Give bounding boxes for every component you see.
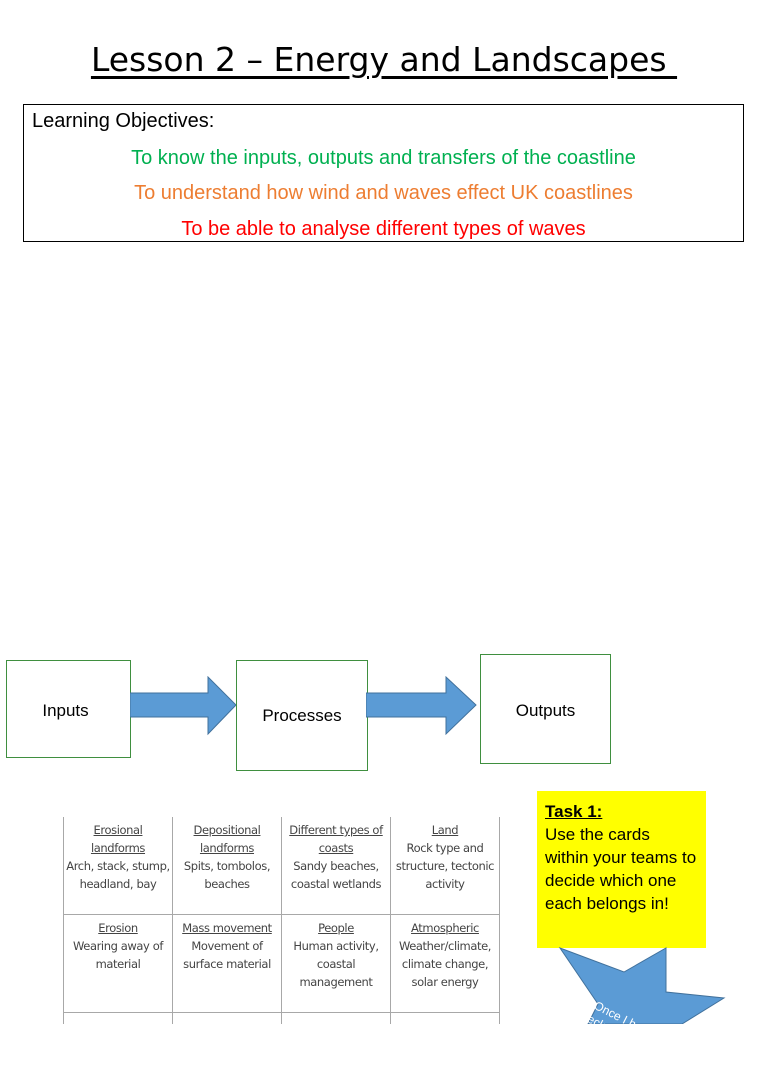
card-heading: People — [318, 921, 354, 935]
table-row — [64, 817, 500, 915]
card-heading: Atmospheric — [411, 921, 479, 935]
table-row — [64, 1013, 500, 1025]
objective-1: To know the inputs, outputs and transfers of the coastline — [131, 147, 636, 169]
card-heading: Mass movement — [182, 921, 272, 935]
task-title: Task 1: — [545, 802, 603, 821]
card — [391, 1013, 500, 1025]
card-heading: Erosion — [98, 921, 138, 935]
card-sort-grid — [63, 817, 500, 1024]
objectives-heading: Learning Objectives: — [32, 110, 215, 132]
card-body: Movement of surface material — [183, 939, 271, 971]
table-row — [64, 915, 500, 1013]
card — [173, 817, 282, 915]
processes-label: Processes — [262, 705, 342, 725]
card-body: Rock type and structure, tectonic activity — [395, 841, 495, 891]
objective-3: To be able to analyse different types of waves — [181, 218, 586, 240]
processes-box — [236, 660, 368, 771]
card — [282, 817, 391, 915]
learning-objectives-box — [23, 104, 744, 242]
card — [173, 1013, 282, 1025]
card-heading: Erosional landforms — [90, 823, 146, 855]
card-body: Spits, tombolos, beaches — [183, 859, 271, 891]
card — [173, 915, 282, 1013]
inputs-label: Inputs — [42, 701, 89, 720]
arrow-right-icon — [366, 676, 480, 736]
outputs-box — [480, 654, 611, 764]
task-body: Use the cards within your teams to decide which one each belongs in! — [545, 825, 697, 913]
card-body: Weather/climate, climate change, solar energy — [398, 939, 492, 989]
inputs-box — [6, 660, 131, 758]
card-heading: Land — [431, 823, 459, 837]
card — [64, 817, 173, 915]
page-title: Lesson 2 – Energy and Landscapes — [90, 40, 678, 79]
card — [64, 915, 173, 1013]
arrow-right-icon — [130, 676, 240, 736]
card — [282, 1013, 391, 1025]
card — [64, 1013, 173, 1025]
card — [282, 915, 391, 1013]
card-heading: Depositional landforms — [193, 823, 261, 855]
objective-2: To understand how wind and waves effect UK coastlines — [134, 182, 633, 204]
card-body: Arch, stack, stump, headland, bay — [66, 859, 170, 891]
card-heading: Different types of coasts — [289, 823, 383, 855]
card-body: Sandy beaches, coastal wetlands — [290, 859, 382, 891]
card-body: Wearing away of material — [72, 939, 164, 971]
star-callout-text: Once I have checked you can add to — [573, 998, 661, 1060]
task-box — [537, 791, 706, 948]
card — [391, 915, 500, 1013]
card — [391, 817, 500, 915]
card-body: Human activity, coastal management — [293, 939, 379, 989]
outputs-label: Outputs — [515, 701, 576, 720]
